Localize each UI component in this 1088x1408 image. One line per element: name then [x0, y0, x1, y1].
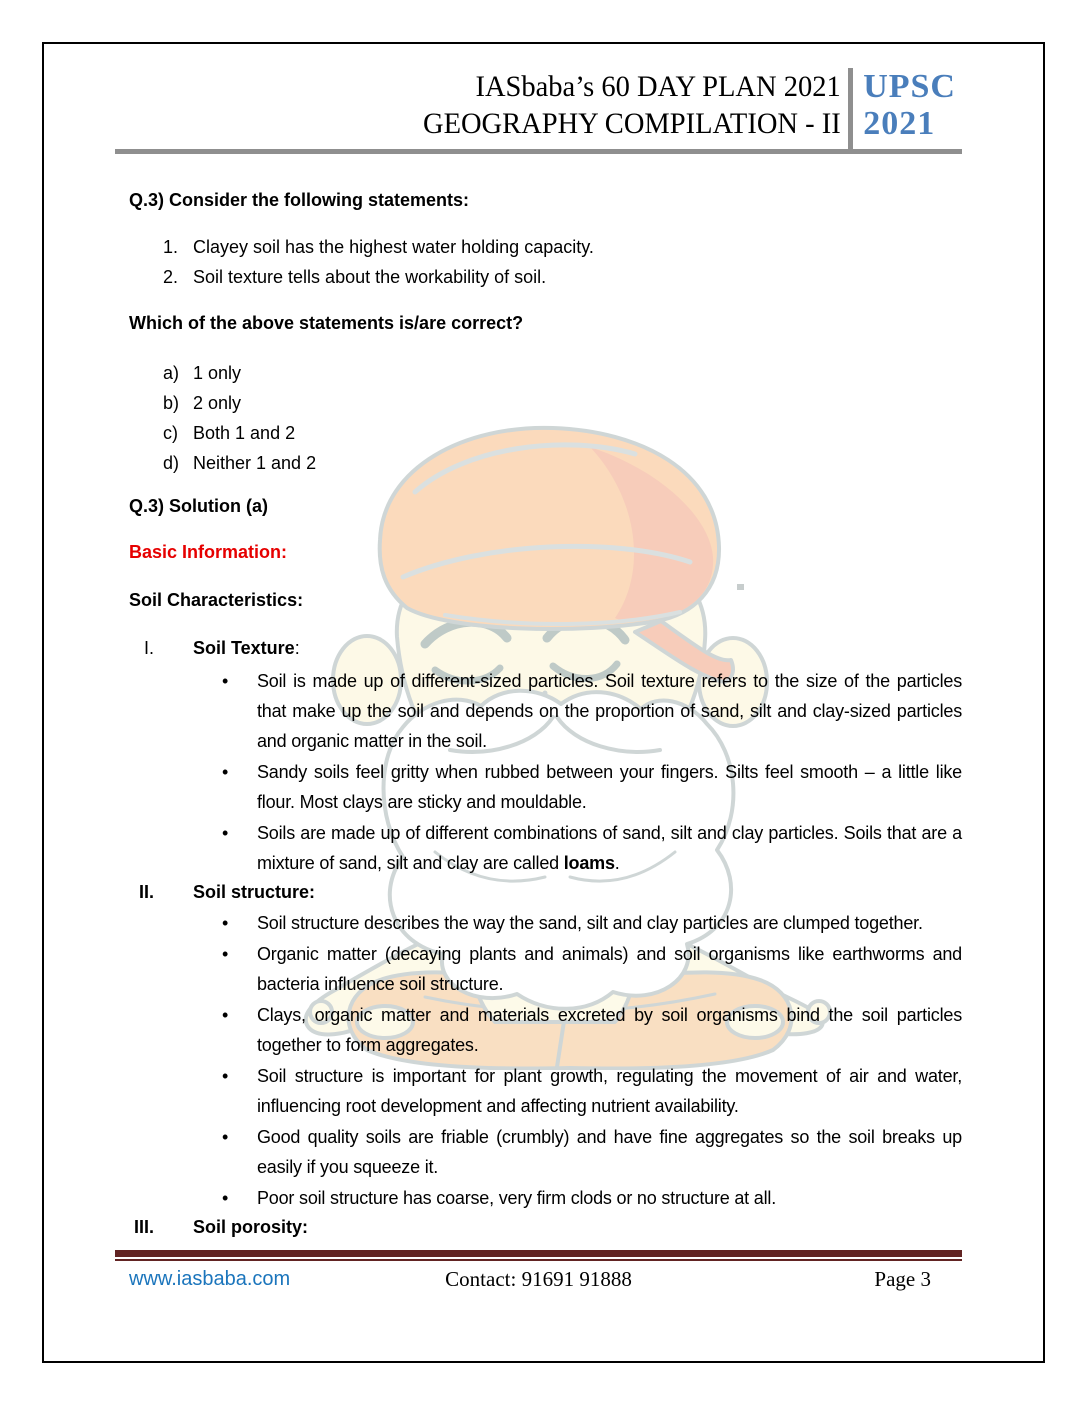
bullet-text: Organic matter (decaying plants and animals) and soil organisms like earthworms and bacteria influence soil structure. [257, 944, 962, 994]
bullet-item [115, 1061, 962, 1121]
bullet-item [115, 1000, 962, 1060]
bullet-text: Soil is made up of different-sized particles. Soil texture refers to the size of the particles that make up the soil and depends on the proportion of sand, silt and clay-sized particles and organic matter in the soil. [257, 671, 962, 751]
statement-number: 2. [163, 267, 179, 287]
section-soil-structure [115, 879, 962, 1213]
bullet-item [115, 666, 962, 756]
bullet-text: Soil structure describes the way the sand, silt and clay particles are clumped together. [257, 913, 923, 933]
solution-heading: Q.3) Solution (a) [129, 496, 268, 516]
badge-line-2: 2021 [863, 105, 936, 142]
bullet-text: Clays, organic matter and materials excreted by soil organisms bind the soil particles together to form aggregates. [257, 1005, 962, 1055]
bullet-marker: • [222, 1188, 229, 1208]
page-number: Page 3 [874, 1267, 931, 1291]
title-line-2: GEOGRAPHY COMPILATION - II [422, 107, 841, 140]
section-numeral: I. [143, 638, 154, 658]
bullet-marker: • [222, 944, 229, 964]
section-numeral: II. [138, 882, 154, 902]
basic-information-heading: Basic Information: [129, 542, 288, 562]
bullet-marker: • [222, 671, 229, 691]
option-d [115, 448, 962, 478]
options-list [115, 358, 962, 478]
bullet-list [115, 908, 962, 1213]
website-link[interactable]: www.iasbaba.com [129, 1268, 291, 1290]
statement-text: Clayey soil has the highest water holding capacity. [193, 237, 594, 257]
question-heading: Q.3) Consider the following statements: [129, 190, 470, 210]
contact-text: Contact: 91691 91888 [445, 1267, 632, 1291]
option-letter: a) [163, 363, 180, 383]
option-letter: c) [163, 423, 178, 443]
section-numeral: III. [133, 1217, 154, 1237]
option-text: Both 1 and 2 [193, 423, 296, 443]
page-header [115, 68, 962, 142]
section-label-colon: : [309, 882, 316, 902]
section-heading [115, 635, 962, 661]
option-text: Neither 1 and 2 [193, 453, 317, 473]
bullet-list [115, 666, 962, 878]
statements-list [115, 232, 962, 292]
bullet-marker: • [222, 762, 229, 782]
bullet-item [115, 757, 962, 817]
bullet-item [115, 908, 962, 938]
option-letter: d) [163, 453, 180, 473]
bullet-text: Good quality soils are friable (crumbly) and have fine aggregates so the soil breaks up easily if you squeeze it. [257, 1127, 962, 1177]
section-label: Soil porosity [193, 1217, 303, 1237]
bullet-marker: • [222, 913, 229, 933]
bullet-text: Sandy soils feel gritty when rubbed between your fingers. Silts feel smooth – a little like flour. Most clays are sticky and mouldable. [257, 762, 962, 812]
section-label: Soil Texture [193, 638, 295, 658]
page-content [115, 68, 962, 1293]
bullet-item [115, 1183, 962, 1213]
document-title [422, 68, 840, 142]
section-heading [115, 879, 962, 905]
footer-rule-thick-line [115, 1250, 962, 1257]
footer-rule-thin-line [115, 1259, 962, 1261]
bullet-item [115, 818, 962, 878]
bullet-text: Soils are made up of different combinations of sand, silt and clay particles. Soils that are a mixture of sand, silt and clay are called loams. [257, 823, 962, 873]
section-label-colon: : [302, 1217, 309, 1237]
footer-rule [115, 1250, 962, 1261]
bullet-marker: • [222, 1066, 229, 1086]
section-soil-texture [115, 635, 962, 878]
statement-text: Soil texture tells about the workability of soil. [193, 267, 547, 287]
page-footer [115, 1265, 962, 1293]
option-text: 1 only [193, 363, 242, 383]
option-a [115, 358, 962, 388]
header-vertical-divider [848, 68, 853, 154]
option-letter: b) [163, 393, 180, 413]
section-label: Soil structure [193, 882, 310, 902]
question-prompt: Which of the above statements is/are correct? [129, 313, 524, 333]
bullet-item [115, 939, 962, 999]
option-b [115, 388, 962, 418]
page-border-frame [42, 42, 1045, 1363]
bullet-marker: • [222, 1127, 229, 1147]
bullet-item [115, 1122, 962, 1182]
statement-item-1 [115, 232, 962, 262]
header-rule [115, 149, 962, 154]
soil-characteristics-heading: Soil Characteristics: [129, 590, 304, 610]
title-line-1: IASbaba’s 60 DAY PLAN 2021 [474, 70, 841, 103]
statement-number: 1. [163, 237, 179, 257]
section-label-colon: : [294, 638, 300, 658]
bullet-text: Soil structure is important for plant growth, regulating the movement of air and water, influencing root development and affecting nutrient availability. [257, 1066, 962, 1116]
upsc-year-badge [863, 68, 956, 142]
option-c [115, 418, 962, 448]
bullet-marker: • [222, 1005, 229, 1025]
bullet-marker: • [222, 823, 229, 843]
bullet-text: Poor soil structure has coarse, very firm clods or no structure at all. [257, 1188, 776, 1208]
badge-line-1: UPSC [863, 68, 956, 105]
section-soil-porosity [115, 1214, 962, 1240]
statement-item-2 [115, 262, 962, 292]
option-text: 2 only [193, 393, 242, 413]
section-heading [115, 1214, 962, 1240]
